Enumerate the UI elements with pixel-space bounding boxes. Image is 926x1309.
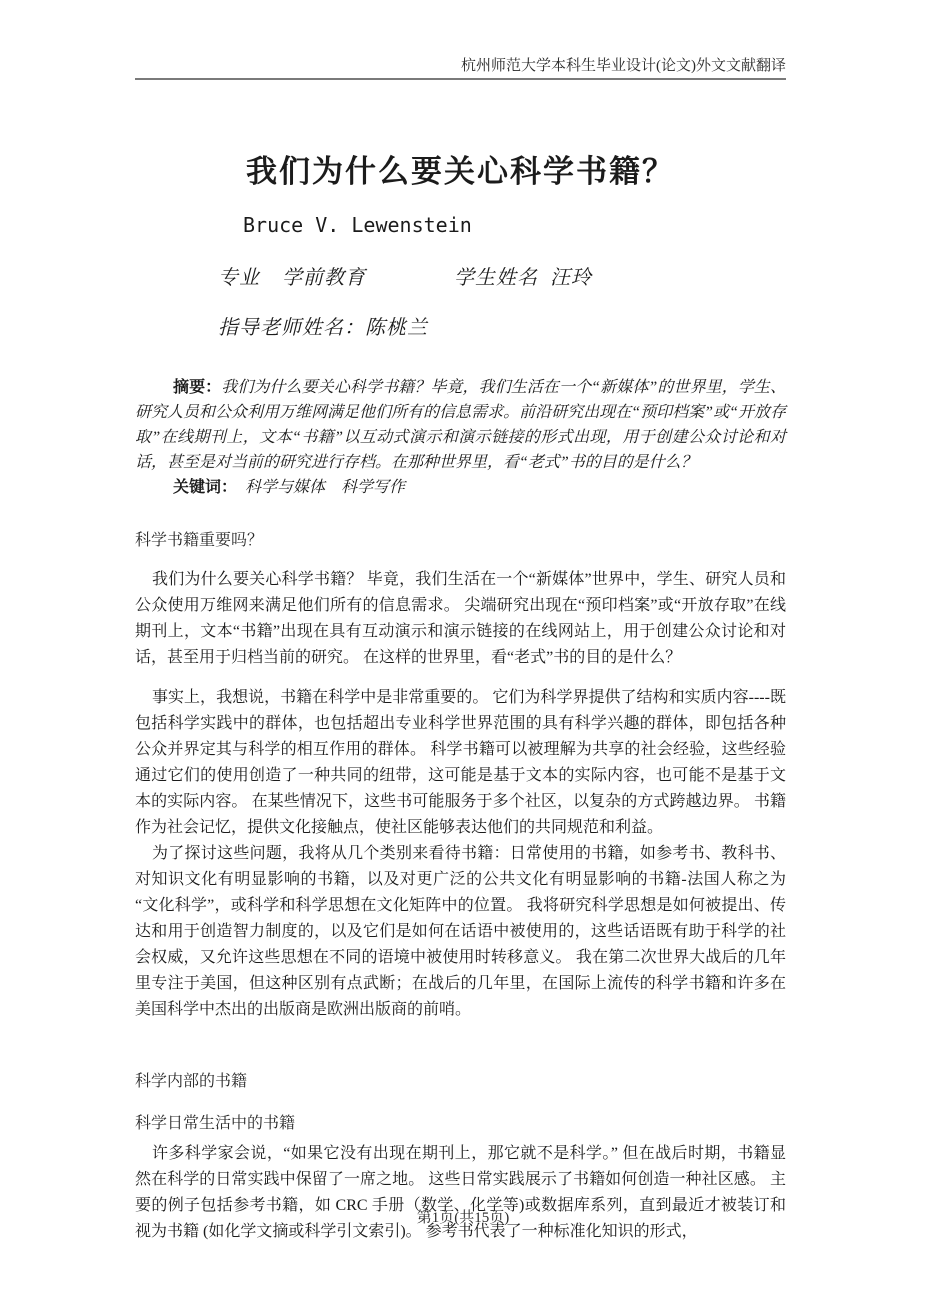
page-header [135, 0, 786, 75]
body-paragraph: 我们为什么要关心科学书籍？ 毕竟，我们生活在一个“新媒体”世界中，学生、研究人员和公众使用万维网来满足他们所有的信息需求。 尖端研究出现在“预印档案”或“开放存取”在线期刊上，文本“书籍”出现在具有互动演示和演示链接的在线网站上，用于创建公众讨论和对话，甚至用于归档当前的研究。 在这样的世界里，看“老式”书的目的是什么？ [135, 571, 786, 666]
abstract-paragraph [135, 375, 786, 475]
keywords-text: 科学与媒体 科学写作 [245, 479, 406, 496]
keywords-line [135, 475, 786, 500]
major-value: 学前教育 [282, 267, 366, 289]
section-heading-daily-life: 科学日常生活中的书籍 [135, 1115, 296, 1132]
body-paragraph: 为了探讨这些问题，我将从几个类别来看待书籍：日常使用的书籍，如参考书、教科书、对知识文化有明显影响的书籍，以及对更广泛的公共文化有明显影响的书籍-法国人称之为“文化科学”，或科学和科学思想在文化矩阵中的位置。 我将研究科学思想是如何被提出、传达和用于创造智力制度的，以及它们是如何在话语中被使用的，这些话语既有助于科学的社会权威，又允许这些思想在不同的语境中被使用时转移意义。 我在第二次世界大战后的几年里专注于美国，但这种区别有点武断；在战后的几年里，在国际上流传的科学书籍和许多在美国科学中杰出的出版商是欧洲出版商的前哨。 [135, 845, 786, 1018]
advisor-label: 指导老师姓名： [218, 317, 365, 339]
student-name-value: 汪玲 [550, 267, 592, 289]
abstract-block [135, 375, 786, 500]
meta-line-major-student [218, 265, 786, 291]
section-heading-importance: 科学书籍重要吗？ [135, 532, 264, 549]
body-paragraph: 事实上，我想说，书籍在科学中是非常重要的。 它们为科学界提供了结构和实质内容----既包括科学实践中的群体，也包括超出专业科学世界范围的具有科学兴趣的群体，即包括各种公众并界定其与科学的相互作用的群体。 科学书籍可以被理解为共享的社会经验，这些经验通过它们的使用创造了一种共同的纽带，这可能是基于文本的实际内容，也可能不是基于文本的实际内容。 在某些情况下，这些书可能服务于多个社区，以复杂的方式跨越边界。 书籍作为社会记忆，提供文化接触点，使社区能够表达他们的共同规范和利益。 [135, 689, 786, 836]
abstract-label: 摘要： [173, 379, 222, 396]
student-name-label: 学生姓名 [454, 267, 538, 289]
header-text: 杭州师范大学本科生毕业设计(论文)外文文献翻译 [461, 58, 786, 74]
major-label: 专业 [218, 267, 260, 289]
section-heading-books-within-science: 科学内部的书籍 [135, 1073, 248, 1090]
header-rule [135, 78, 786, 80]
abstract-text: 我们为什么要关心科学书籍？毕竟，我们生活在一个“新媒体”的世界里，学生、研究人员和公众利用万维网满足他们所有的信息需求。前沿研究出现在“预印档案”或“开放存取”在线期刊上，文本“书籍”以互动式演示和演示链接的形式出现，用于创建公众讨论和对话，甚至是对当前的研究进行存档。在那种世界里，看“老式”书的目的是什么？ [135, 379, 786, 471]
advisor-value: 陈桃兰 [365, 317, 428, 339]
page-number: 第1页(共15页) [416, 1210, 510, 1226]
author-name: Bruce V. Lewenstein [243, 213, 472, 237]
meta-line-advisor [218, 315, 786, 341]
keywords-label: 关键词： [173, 479, 238, 496]
body-paragraph: 许多科学家会说，“如果它没有出现在期刊上，那它就不是科学。” 但在战后时期，书籍显然在科学的日常实践中保留了一席之地。 这些日常实践展示了书籍如何创造一种社区感。 主要的例子包括参考书籍，如 CRC 手册（数学、化学等)或数据库系列，直到最近才被装订和视为书籍 (如化学文摘或科学引文索引)。 参考书代表了一种标准化知识的形式， [135, 1145, 786, 1240]
document-title: 我们为什么要关心科学书籍？ [246, 154, 675, 189]
